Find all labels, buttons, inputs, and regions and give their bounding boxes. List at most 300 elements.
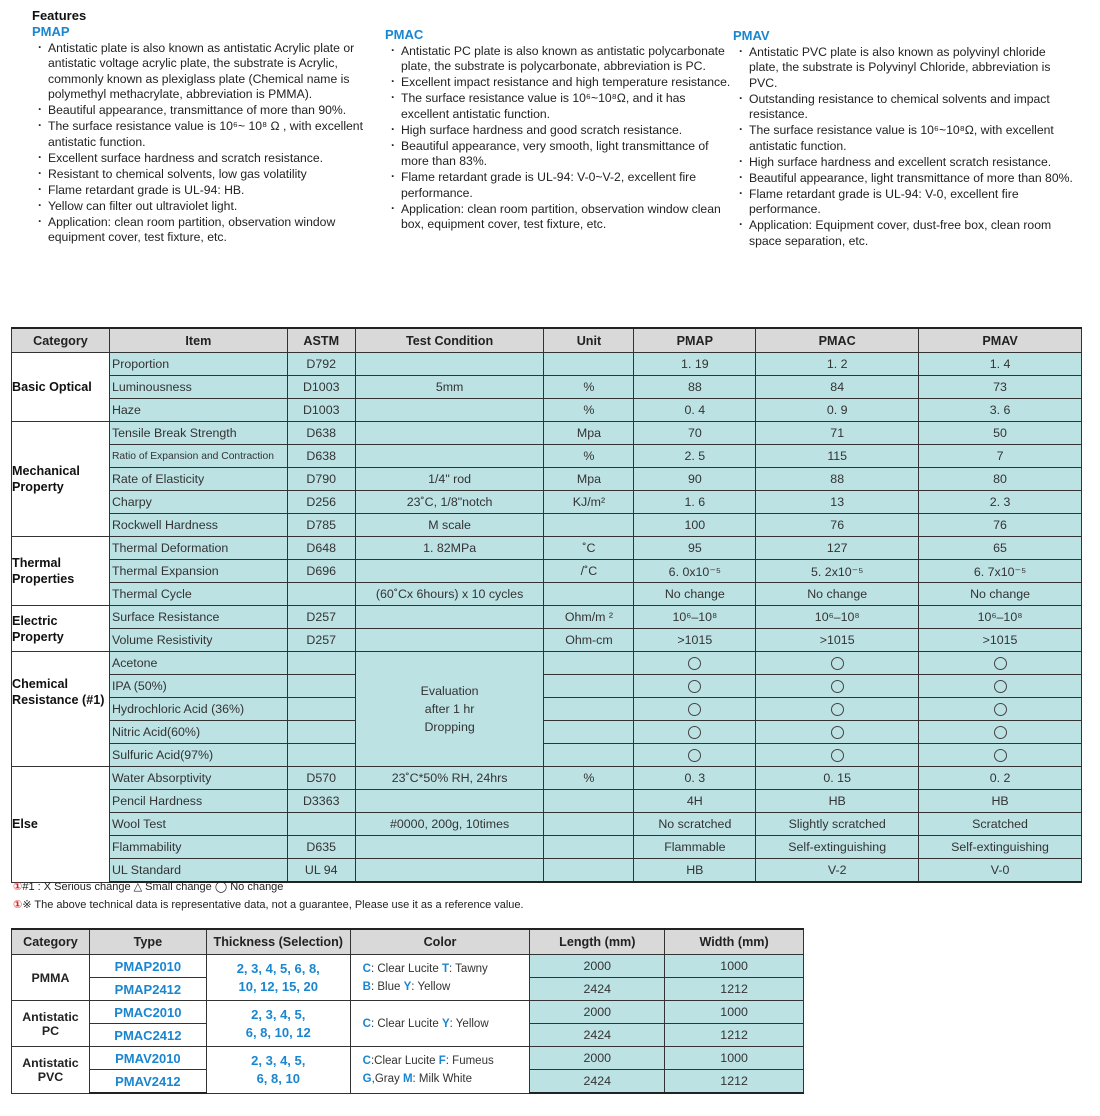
unit-cell (544, 859, 634, 883)
length-cell: 2000 (530, 1047, 665, 1070)
circle-icon (994, 680, 1007, 693)
pmav-cell: Scratched (919, 813, 1082, 836)
legend-note-text: #1 : X Serious change △ Small change ◯ No change (22, 881, 284, 893)
unit-cell: Mpa (544, 422, 634, 445)
pmav-cell: 1. 4 (919, 353, 1082, 376)
note-marker-icon: ① (13, 899, 23, 911)
category-cell: Antistatic PC (12, 1001, 90, 1047)
pmac-cell (756, 652, 919, 675)
unit-cell: KJ/m² (544, 491, 634, 514)
pmac-cell (756, 744, 919, 767)
condition-cell: 5mm (355, 376, 544, 399)
category-cell: Electric Property (12, 606, 110, 652)
length-cell: 2424 (530, 1024, 665, 1047)
col-header-test-condition: Test Condition (355, 328, 544, 353)
color-name: ,Gray (371, 1072, 400, 1085)
pmav-cell: 73 (919, 376, 1082, 399)
pmac-heading: PMAC (385, 27, 424, 42)
condition-cell (355, 399, 544, 422)
col-header-thickness: Thickness (Selection) (206, 929, 350, 955)
condition-cell (355, 790, 544, 813)
pmac-cell: No change (756, 583, 919, 606)
item-cell: Thermal Deformation (109, 537, 287, 560)
color-name: : Yellow (449, 1017, 489, 1030)
pmap-cell: No scratched (634, 813, 756, 836)
color-cell (350, 1047, 530, 1094)
condition-cell (355, 560, 544, 583)
unit-cell (544, 698, 634, 721)
circle-icon (688, 726, 701, 739)
unit-cell (544, 790, 634, 813)
category-cell: Mechanical Property (12, 422, 110, 537)
circle-icon (688, 680, 701, 693)
item-cell: Acetone (109, 652, 287, 675)
note-marker-icon: ① (13, 881, 23, 893)
pmap-cell: 0. 3 (634, 767, 756, 790)
width-cell: 1000 (665, 1001, 804, 1024)
condition-cell: 1. 82MPa (355, 537, 544, 560)
pmav-cell (919, 744, 1082, 767)
item-cell: Tensile Break Strength (109, 422, 287, 445)
feature-item: · Excellent impact resistance and high temperature resistance. (385, 75, 735, 91)
pmap-cell: 1. 6 (634, 491, 756, 514)
table-row (12, 468, 1082, 491)
condition-cell: #0000, 200g, 10times (355, 813, 544, 836)
item-cell: Nitric Acid(60%) (109, 721, 287, 744)
pmac-cell: 10⁶–10⁸ (756, 606, 919, 629)
unit-cell (544, 721, 634, 744)
item-cell: Flammability (109, 836, 287, 859)
pmav-cell: 3. 6 (919, 399, 1082, 422)
col-header-type: Type (89, 929, 206, 955)
item-cell: Haze (109, 399, 287, 422)
astm-cell (287, 813, 355, 836)
unit-cell: Ohm-cm (544, 629, 634, 652)
condition-cell (355, 629, 544, 652)
thickness-line: 2, 3, 4, 5, (251, 1052, 306, 1068)
pmap-cell: >1015 (634, 629, 756, 652)
pmap-cell: 10⁶–10⁸ (634, 606, 756, 629)
col-header-color: Color (350, 929, 530, 955)
astm-cell: D696 (287, 560, 355, 583)
thickness-cell (206, 1001, 350, 1047)
astm-cell: D570 (287, 767, 355, 790)
color-line (363, 978, 530, 996)
unit-cell (544, 514, 634, 537)
feature-item: · Yellow can filter out ultraviolet light. (32, 199, 372, 215)
astm-cell: D3363 (287, 790, 355, 813)
type-cell: PMAV2412 (89, 1070, 206, 1094)
feature-item: · Outstanding resistance to chemical solvents and impact resistance. (733, 92, 1073, 123)
category-cell: Antistatic PVC (12, 1047, 90, 1094)
table-row (12, 560, 1082, 583)
pmap-cell (634, 675, 756, 698)
table-row (12, 1001, 804, 1024)
astm-cell: D792 (287, 353, 355, 376)
pmav-cell: >1015 (919, 629, 1082, 652)
pmav-cell: 80 (919, 468, 1082, 491)
pmac-cell: 115 (756, 445, 919, 468)
astm-cell: D790 (287, 468, 355, 491)
pmac-cell: 0. 15 (756, 767, 919, 790)
color-code: M (402, 1072, 413, 1085)
type-cell: PMAP2010 (89, 955, 206, 978)
item-cell: Sulfuric Acid(97%) (109, 744, 287, 767)
category-cell: Thermal Properties (12, 537, 110, 606)
table-row (12, 606, 1082, 629)
table-row (12, 955, 804, 978)
astm-cell: D257 (287, 629, 355, 652)
astm-cell (287, 675, 355, 698)
unit-cell (544, 652, 634, 675)
circle-icon (994, 749, 1007, 762)
pmap-cell: 88 (634, 376, 756, 399)
item-cell: Thermal Cycle (109, 583, 287, 606)
item-cell: Luminousness (109, 376, 287, 399)
table-row (12, 698, 1082, 721)
table-row (12, 629, 1082, 652)
feature-item: · Flame retardant grade is UL-94: V-0, excellent fire performance. (733, 187, 1073, 218)
item-cell: Hydrochloric Acid (36%) (109, 698, 287, 721)
color-code: Y (403, 980, 412, 993)
condition-cell: (60˚Cx 6hours) x 10 cycles (355, 583, 544, 606)
category-cell: PMMA (12, 955, 90, 1001)
condition-cell (355, 445, 544, 468)
unit-cell: Mpa (544, 468, 634, 491)
color-code: C (362, 962, 371, 975)
thickness-line: 2, 3, 4, 5, 6, 8, (236, 960, 320, 976)
unit-cell: /˚C (544, 560, 634, 583)
pmac-cell (756, 721, 919, 744)
table-row (12, 652, 1082, 675)
table-row (12, 744, 1082, 767)
thickness-cell (206, 1047, 350, 1094)
thickness-line: 6, 8, 10, 12 (245, 1024, 311, 1040)
col-header-category: Category (12, 929, 90, 955)
feature-item: · Beautiful appearance, transmittance of more than 90%. (32, 103, 372, 119)
pmap-cell (634, 721, 756, 744)
pmac-cell: 5. 2x10⁻⁵ (756, 560, 919, 583)
col-header-unit: Unit (544, 328, 634, 353)
pmac-cell (756, 675, 919, 698)
pmap-features (32, 24, 372, 246)
pmap-feature-list (32, 41, 372, 246)
product-header-row (12, 929, 804, 955)
pmap-cell: HB (634, 859, 756, 883)
feature-item: · Antistatic plate is also known as antistatic Acrylic plate or antistatic voltage acrylic plate, the substrate is Acrylic, commonly known as plexiglass plate (Chemical name is polymethyl methacrylate, abbreviation is PMMA). (32, 41, 372, 103)
circle-icon (688, 703, 701, 716)
table-row (12, 859, 1082, 883)
feature-item: · Application: clean room partition, observation window clean box, equipment cover, test fixture, etc. (385, 202, 735, 233)
disclaimer-note (13, 898, 524, 911)
feature-item: · Flame retardant grade is UL-94: HB. (32, 183, 372, 199)
category-cell: Else (12, 767, 110, 883)
pmav-cell (919, 652, 1082, 675)
color-line (363, 960, 530, 978)
unit-cell: % (544, 445, 634, 468)
col-header-length: Length (mm) (530, 929, 665, 955)
unit-cell (544, 675, 634, 698)
condition-cell (355, 836, 544, 859)
color-code: T (441, 962, 449, 975)
circle-icon (831, 657, 844, 670)
pmac-cell: 84 (756, 376, 919, 399)
pmap-cell: 100 (634, 514, 756, 537)
condition-cell: 1/4" rod (355, 468, 544, 491)
item-cell: Ratio of Expansion and Contraction (109, 445, 287, 468)
pmap-cell: 1. 19 (634, 353, 756, 376)
condition-cell: 23˚C, 1/8"notch (355, 491, 544, 514)
pmav-cell (919, 721, 1082, 744)
col-header-item: Item (109, 328, 287, 353)
pmac-cell: 127 (756, 537, 919, 560)
pmav-features (733, 28, 1073, 250)
color-name: : Clear Lucite (370, 962, 439, 975)
unit-cell (544, 813, 634, 836)
condition-cell: M scale (355, 514, 544, 537)
astm-cell: D1003 (287, 399, 355, 422)
feature-item: · Excellent surface hardness and scratch resistance. (32, 151, 372, 167)
pmap-heading: PMAP (32, 24, 70, 39)
feature-item: · Beautiful appearance, very smooth, light transmittance of more than 83%. (385, 139, 735, 170)
item-cell: Rate of Elasticity (109, 468, 287, 491)
table-row (12, 790, 1082, 813)
table-row (12, 583, 1082, 606)
col-header-category: Category (12, 328, 110, 353)
col-header-astm: ASTM (287, 328, 355, 353)
feature-item: · The surface resistance value is 10⁶~10⁸Ω, and it has excellent antistatic function. (385, 91, 735, 122)
color-line (363, 1070, 530, 1088)
astm-cell (287, 698, 355, 721)
feature-item: · Resistant to chemical solvents, low gas volatility (32, 167, 372, 183)
table-row (12, 353, 1082, 376)
thickness-cell (206, 955, 350, 1001)
astm-cell: D256 (287, 491, 355, 514)
pmap-cell: 95 (634, 537, 756, 560)
pmav-cell: 76 (919, 514, 1082, 537)
pmav-cell: 50 (919, 422, 1082, 445)
pmap-cell: 4H (634, 790, 756, 813)
pmac-cell: >1015 (756, 629, 919, 652)
circle-icon (994, 726, 1007, 739)
item-cell: UL Standard (109, 859, 287, 883)
thickness-line: 6, 8, 10 (256, 1070, 300, 1086)
feature-item: · Antistatic PVC plate is also known as polyvinyl chloride plate, the substrate is Polyvinyl Chloride, abbreviation is PVC. (733, 45, 1073, 92)
circle-icon (831, 749, 844, 762)
pmac-cell: 88 (756, 468, 919, 491)
width-cell: 1212 (665, 978, 804, 1001)
color-cell (350, 955, 530, 1001)
color-name: : Blue (370, 980, 401, 993)
type-cell: PMAV2010 (89, 1047, 206, 1070)
feature-item: · Application: clean room partition, observation window equipment cover, test fixture, etc. (32, 215, 372, 246)
astm-cell: D257 (287, 606, 355, 629)
pmac-cell (756, 698, 919, 721)
feature-item: · Application: Equipment cover, dust-free box, clean room space separation, etc. (733, 218, 1073, 249)
unit-cell (544, 583, 634, 606)
astm-cell: D1003 (287, 376, 355, 399)
table-row (12, 675, 1082, 698)
unit-cell: % (544, 767, 634, 790)
feature-item: · Antistatic PC plate is also known as antistatic polycarbonate plate, the substrate is polycarbonate, abbreviation is PC. (385, 44, 735, 75)
color-code: F (438, 1054, 446, 1067)
color-line (363, 1052, 530, 1070)
pmav-cell (919, 698, 1082, 721)
astm-cell: D635 (287, 836, 355, 859)
features-title: Features (32, 8, 87, 23)
color-name: : Yellow (411, 980, 451, 993)
color-line (363, 1015, 530, 1033)
pmap-cell (634, 698, 756, 721)
condition-cell (355, 353, 544, 376)
table-row (12, 445, 1082, 468)
category-cell: Chemical Resistance (#1) (12, 652, 110, 767)
color-code: G (362, 1072, 372, 1085)
pmac-cell: 1. 2 (756, 353, 919, 376)
length-cell: 2424 (530, 978, 665, 1001)
pmav-cell: 2. 3 (919, 491, 1082, 514)
color-name: :Clear Lucite (370, 1054, 436, 1067)
unit-cell (544, 836, 634, 859)
item-cell: Charpy (109, 491, 287, 514)
feature-item: · The surface resistance value is 10⁶~10⁸Ω, with excellent antistatic function. (733, 123, 1073, 154)
table-row (12, 537, 1082, 560)
pmap-cell: 90 (634, 468, 756, 491)
length-cell: 2424 (530, 1070, 665, 1094)
astm-cell (287, 744, 355, 767)
color-name: : Milk White (412, 1072, 472, 1085)
color-name: : Fumeus (445, 1054, 494, 1067)
item-cell: IPA (50%) (109, 675, 287, 698)
item-cell: Water Absorptivity (109, 767, 287, 790)
col-header-pmap: PMAP (634, 328, 756, 353)
color-name: : Tawny (448, 962, 488, 975)
pmac-cell: V-2 (756, 859, 919, 883)
pmav-cell: No change (919, 583, 1082, 606)
item-cell: Wool Test (109, 813, 287, 836)
table-row (12, 813, 1082, 836)
circle-icon (831, 726, 844, 739)
pmac-cell: Slightly scratched (756, 813, 919, 836)
unit-cell: % (544, 399, 634, 422)
feature-item: · High surface hardness and excellent scratch resistance. (733, 155, 1073, 171)
astm-cell: D638 (287, 422, 355, 445)
pmac-cell: 13 (756, 491, 919, 514)
pmav-cell: 10⁶–10⁸ (919, 606, 1082, 629)
thickness-line: 10, 12, 15, 20 (238, 978, 319, 994)
type-cell: PMAP2412 (89, 978, 206, 1001)
pmav-heading: PMAV (733, 28, 770, 43)
pmac-cell: 71 (756, 422, 919, 445)
pmap-cell: 70 (634, 422, 756, 445)
table-row (12, 376, 1082, 399)
disclaimer-note-text: ※ The above technical data is representative data, not a guarantee, Please use it as a reference value. (22, 899, 524, 911)
pmav-cell (919, 675, 1082, 698)
condition-cell: 23˚C*50% RH, 24hrs (355, 767, 544, 790)
item-cell: Surface Resistance (109, 606, 287, 629)
pmav-cell: 65 (919, 537, 1082, 560)
pmac-features (385, 27, 735, 233)
spec-header-row (12, 328, 1082, 353)
pmap-cell: 6. 0x10⁻⁵ (634, 560, 756, 583)
item-cell: Volume Resistivity (109, 629, 287, 652)
unit-cell: ˚C (544, 537, 634, 560)
circle-icon (831, 703, 844, 716)
pmap-cell: No change (634, 583, 756, 606)
item-cell: Rockwell Hardness (109, 514, 287, 537)
color-code: C (362, 1054, 371, 1067)
pmav-cell: HB (919, 790, 1082, 813)
length-cell: 2000 (530, 1001, 665, 1024)
pmav-cell: 6. 7x10⁻⁵ (919, 560, 1082, 583)
feature-item: · High surface hardness and good scratch resistance. (385, 123, 735, 139)
item-cell: Pencil Hardness (109, 790, 287, 813)
table-row (12, 721, 1082, 744)
spec-table (11, 327, 1082, 883)
astm-cell (287, 583, 355, 606)
type-cell: PMAC2010 (89, 1001, 206, 1024)
astm-cell (287, 721, 355, 744)
unit-cell (544, 353, 634, 376)
pmac-cell: 76 (756, 514, 919, 537)
product-table (11, 928, 804, 1094)
table-row (12, 767, 1082, 790)
condition-cell (355, 422, 544, 445)
astm-cell: UL 94 (287, 859, 355, 883)
astm-cell: D638 (287, 445, 355, 468)
feature-item: · Flame retardant grade is UL-94: V-0~V-2, excellent fire performance. (385, 170, 735, 201)
color-code: Y (441, 1017, 450, 1030)
circle-icon (688, 749, 701, 762)
condition-cell (355, 606, 544, 629)
category-cell: Basic Optical (12, 353, 110, 422)
pmac-cell: 0. 9 (756, 399, 919, 422)
unit-cell: Ohm/m ² (544, 606, 634, 629)
circle-icon (994, 703, 1007, 716)
table-row (12, 399, 1082, 422)
width-cell: 1000 (665, 1047, 804, 1070)
unit-cell (544, 744, 634, 767)
width-cell: 1000 (665, 955, 804, 978)
legend-note (13, 880, 283, 893)
astm-cell: D785 (287, 514, 355, 537)
pmap-cell: Flammable (634, 836, 756, 859)
color-name: : Clear Lucite (370, 1017, 439, 1030)
thickness-line: 2, 3, 4, 5, (251, 1006, 306, 1022)
pmap-cell (634, 652, 756, 675)
pmav-feature-list (733, 45, 1073, 250)
color-code: C (362, 1017, 371, 1030)
pmap-cell (634, 744, 756, 767)
astm-cell: D648 (287, 537, 355, 560)
circle-icon (831, 680, 844, 693)
length-cell: 2000 (530, 955, 665, 978)
table-row (12, 1047, 804, 1070)
table-row (12, 836, 1082, 859)
color-code: B (362, 980, 371, 993)
unit-cell: % (544, 376, 634, 399)
condition-cell (355, 859, 544, 883)
item-cell: Thermal Expansion (109, 560, 287, 583)
pmap-cell: 2. 5 (634, 445, 756, 468)
width-cell: 1212 (665, 1070, 804, 1094)
chemical-condition: Evaluation after 1 hr Dropping (420, 684, 479, 734)
pmac-feature-list (385, 44, 735, 233)
astm-cell (287, 652, 355, 675)
col-header-width: Width (mm) (665, 929, 804, 955)
pmap-cell: 0. 4 (634, 399, 756, 422)
pmac-cell: Self-extinguishing (756, 836, 919, 859)
